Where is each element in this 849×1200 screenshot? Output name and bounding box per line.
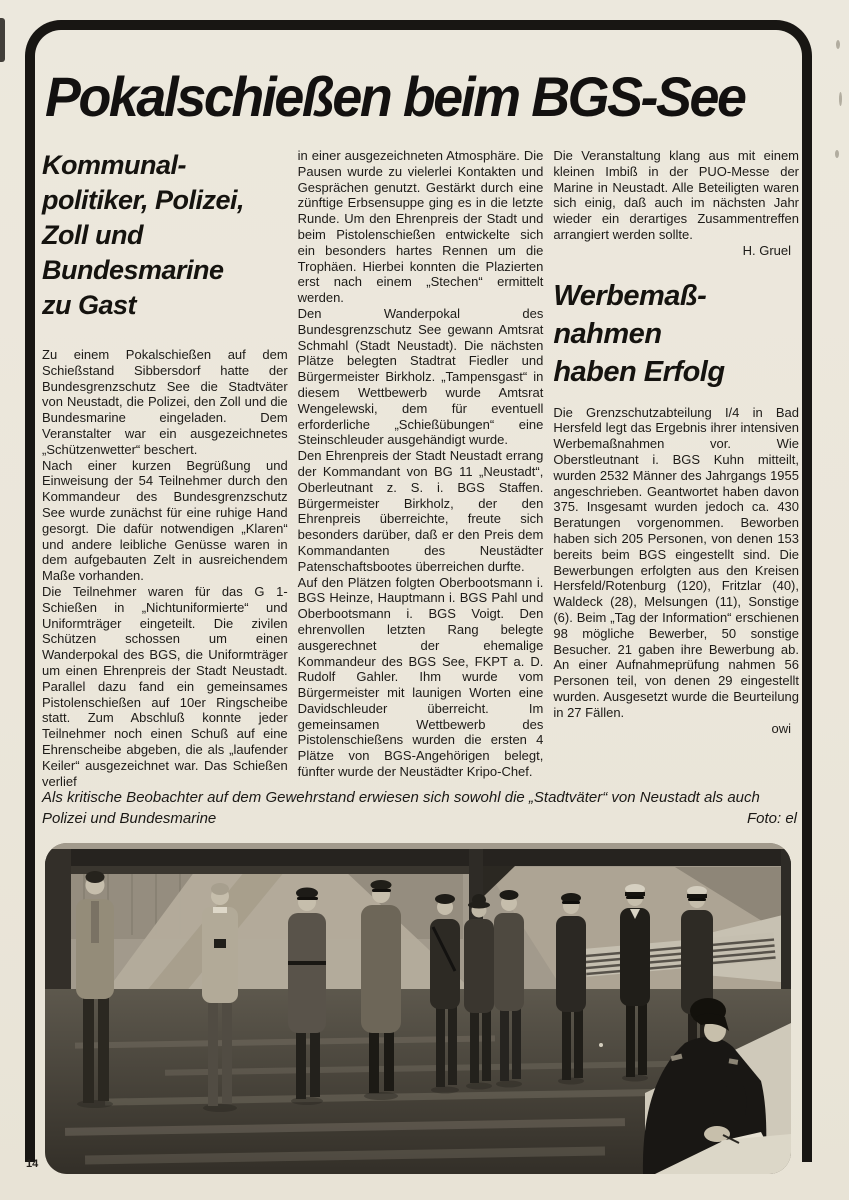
article-columns [42,148,799,789]
second-article-title [553,277,799,391]
body-paragraph: Die Veranstaltung klang aus mit einem kleinen Imbiß in der PUO-Messe der Marine in Neustadt. Alle Beteiligten waren sich einig, daß auch im nächsten Jahr wieder ein derartiges Zusammentreffen arrangiert werden sollte. [553,148,800,242]
body-paragraph: Die Teilnehmer waren für das G 1-Schießen in „Nichtuniformierte“ und Uniformträger eingeteilt. Die zivilen Schützen schossen um einen Wanderpokal des BGS, die Uniformträger um einen Ehrenpreis der Stadt Neustadt. Parallel dazu fand ein gemeinsames Pistolenschießen auf 10er Ringscheibe statt. Zum Abschluß konnte jeder Teilnehmer noch einen Schuß auf eine Ehrenscheibe abgeben, die als „laufender Keiler“ ausgezeichnet war. Das Schießen verlief [42,583,288,789]
article-photo [45,843,791,1174]
body-paragraph: Den Wanderpokal des Bundesgrenzschutz See gewann Amtsrat Schmahl (Stadt Neustadt). Die nächsten Plätze belegten Stadtrat Fiedler und Bürgermeister Birkholz. „Tampensgast“ in diesem Wettbewerb wurde Amtsrat Wengelewski, dem für eventuell erforderliche „Schießübungen“ eine Steinschleuder ausgehändigt wurde. [297,305,544,448]
author-byline: H. Gruel [742,242,792,258]
scan-artifact [839,92,842,106]
scan-artifact [0,18,5,62]
body-paragraph: in einer ausgezeichneten Atmosphäre. Die Pausen wurde zu vielerlei Kontakten und Gesprächen genutzt. Gestärkt durch eine zünftige Erbsensuppe ging es in die letzte Runde. Um den Ehrenpreis der Stadt und beim Pistolenschießen entwickelte sich ein besonders hartes Rennen um die Trophäen. Hierbei konnten die Plazierten erst nach einem „Stechen“ ermittelt werden. [297,148,544,306]
body-paragraph: Auf den Plätzen folgten Oberbootsmann i. BGS Heinze, Hauptmann i. BGS Pahl und Oberbootsmann i. BGS Voigt. Den ehrenvollen letzten Rang belegte ausgerechnet der ehemalige Kommandeur des BGS See, FKPT a. D. Rudolf Gahler. Ihm wurde vom Bürgermeister mit launigen Worten eine Davidschleuder überreicht. Im gemeinsamen Wettbewerb des Pistolenschießens wurden die ersten 4 Plätze von BGS-Angehörigen belegt, fünfter wurde der Neustädter Kripo-Chef. [297,574,544,780]
title-line: Werbemaß- [553,279,707,312]
body-paragraph: Nach einer kurzen Begrüßung und Einweisung der 54 Teilnehmer durch den Kommandeur des Bundesgrenzschutz See wurde zunächst für eine ruhige Hand gesorgt. Die dafür notwendigen „Klaren“ und andere leibliche Genüsse waren in dem aufgebauten Zelt in ausreichendem Maße vorhanden. [42,457,288,584]
range-backdrop [45,843,791,1003]
subtitle-line: politiker, Polizei, [42,185,245,215]
body-paragraph: Den Ehrenpreis der Stadt Neustadt errang der Kommandant von BG 11 „Neustadt“, Oberleutnant z. S. i. BGS Staffen. Bürgermeister Birkholz, der den Ehrenpreis überreichte, freute sich besonders darüber, daß er den Preis dem Kommandanten des Neustädter Patenschaftsbootes überreichen durfte. [297,448,544,574]
title-line: haben Erfolg [553,355,725,388]
article-title: Pokalschießen beim BGS-See [45,65,745,128]
title-line: nahmen [553,317,662,350]
subtitle-line: Bundesmarine [42,255,224,285]
scan-artifact [836,40,840,49]
subtitle-line: Kommunal- [42,150,186,180]
photo-caption-text: Als kritische Beobachter auf dem Gewehrstand erwiesen sich sowohl die „Stadtväter“ von Neustadt als auch Polizei und Bundesmarine [42,789,760,827]
page-number: 14 [26,1158,39,1170]
article-subtitle [42,148,288,323]
column-1 [42,148,288,789]
body-paragraph: Die Grenzschutzabteilung I/4 in Bad Hersfeld legt das Ergebnis ihrer intensiven Werbemaßnahmen vor. Wie Oberstleutnant i. BGS Kuhn mitteilt, wurden 2532 Männer des Jahrgangs 1955 angeschrieben. Geantwortet haben davon 375. Insgesamt wurden jedoch ca. 430 Beratungen vorgenommen. Beworben haben sich 205 Personen, von denen 153 bereits beim BGS eingestellt sind. Die Bewerbungen erfolgten aus den Kreisen Hersfeld/Rotenburg (120), Fritzlar (40), Waldeck (28), Melsungen (11), Sonstige (6). Beim „Tag der Information“ erschienen 98 mögliche Bewerber, 50 sonstige Besucher. 21 gaben ihre Bewerbung ab. An einer Aufnahmeprüfung nahmen 56 Personen teil, von denen 29 eingestellt wurden. Ausgesetzt wurde die Beurteilung in 27 Fällen. [553,404,800,720]
photo-caption [42,787,799,829]
subtitle-line: Zoll und [42,220,143,250]
subtitle-line: zu Gast [42,290,137,320]
scan-artifact [835,150,839,158]
body-paragraph: Zu einem Pokalschießen auf dem Schießstand Sibbersdorf hatte der Bundesgrenzschutz See die Stadtväter von Neustadt, die Polizei, den Zoll und die Bundesmarine eingeladen. Dem Veranstalter war ein ausgezeichnetes „Schützenwetter“ beschert. [42,347,288,457]
column-3 [553,148,799,789]
photo-credit: Foto: el [746,810,797,827]
column-2 [298,148,544,789]
shooting-range-scene [45,843,791,1174]
author-byline: owi [771,720,792,736]
